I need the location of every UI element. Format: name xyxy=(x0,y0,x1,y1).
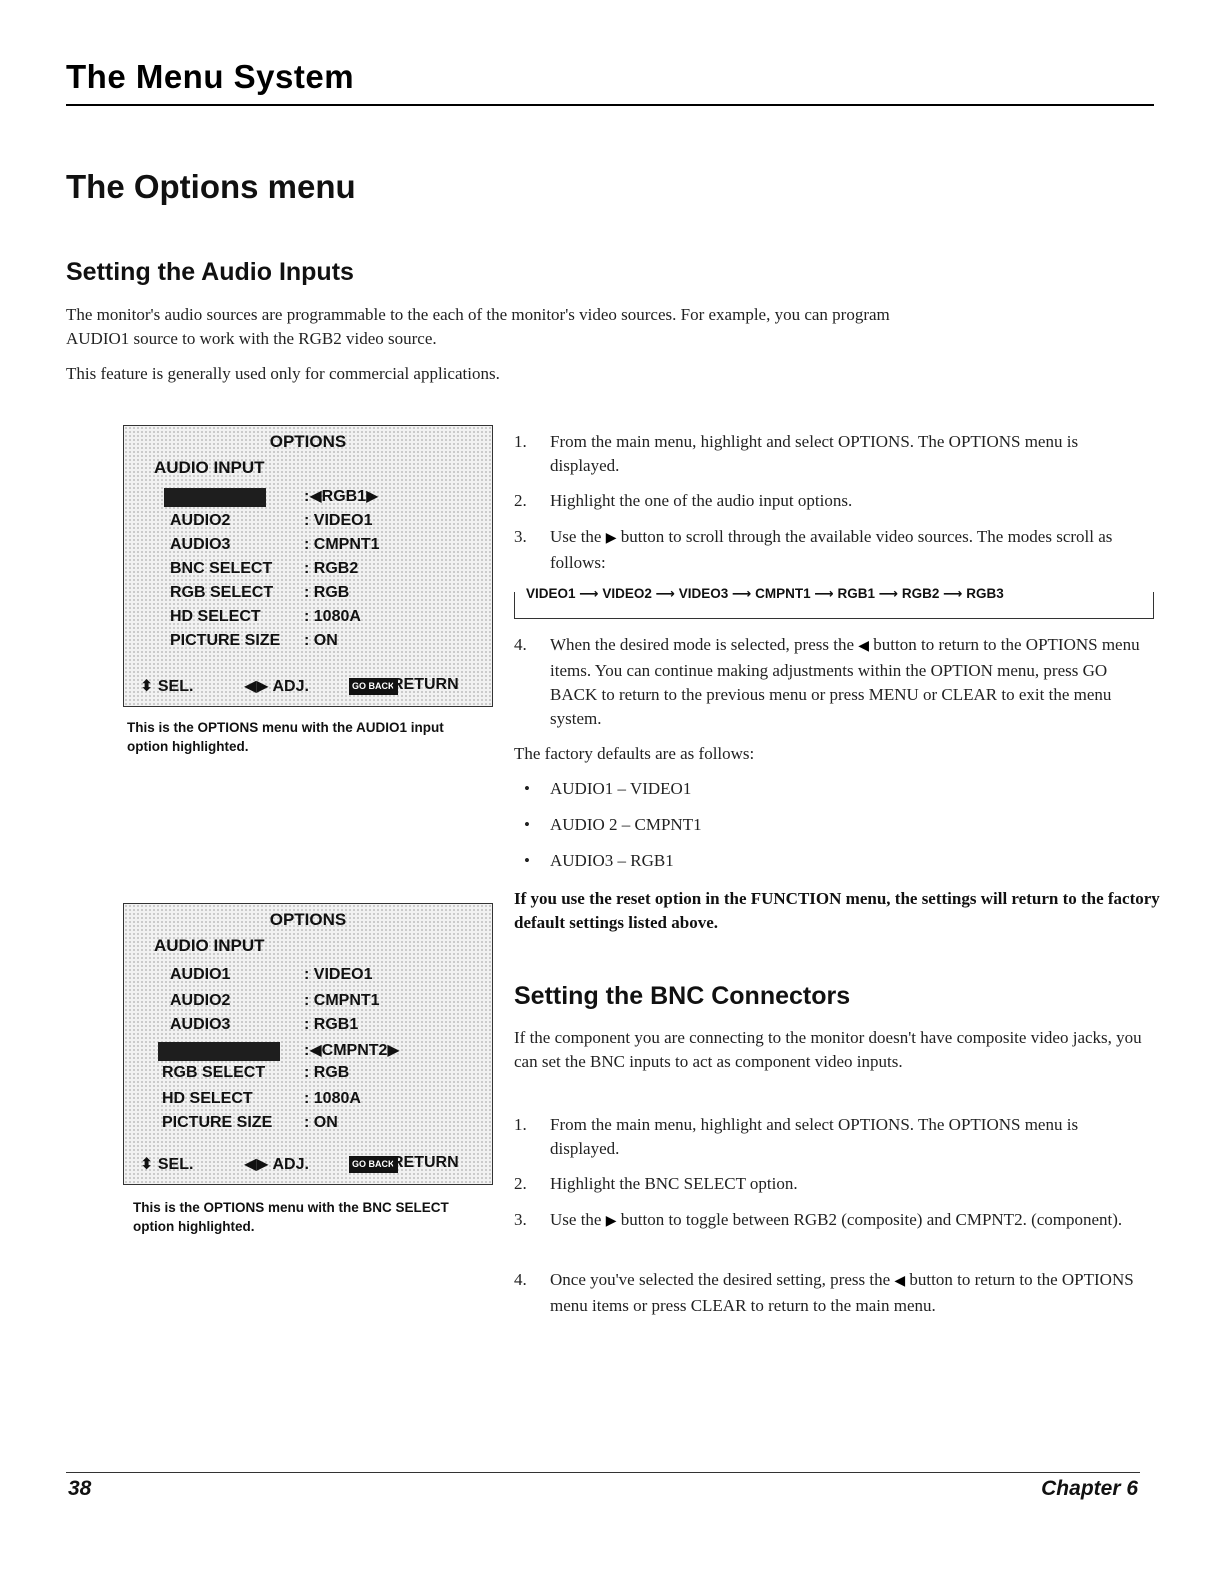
step-text-after: button to scroll through the available video sources. The modes scroll as follows: xyxy=(550,527,1113,572)
return-hint: RETURN xyxy=(392,1154,459,1171)
select-hint: ⬍ SEL. xyxy=(140,678,194,695)
menu-value: : VIDEO1 xyxy=(304,966,373,983)
menu-label: PICTURE SIZE xyxy=(170,632,281,649)
chapter-header: The Menu System xyxy=(66,58,355,95)
select-hint: ⬍ SEL. xyxy=(140,1156,194,1173)
menu-value: : CMPNT1 xyxy=(304,992,380,1009)
step-number: 1. xyxy=(514,1115,527,1134)
menu-row xyxy=(124,1114,492,1138)
menu-row xyxy=(124,536,492,560)
step-item xyxy=(514,430,1154,478)
step-number: 3. xyxy=(514,527,527,546)
menu-label: PICTURE SIZE xyxy=(162,1114,273,1131)
defaults-intro: The factory defaults are as follows: xyxy=(514,744,755,763)
menu-value: : ON xyxy=(304,1114,338,1131)
step-item xyxy=(514,525,1154,573)
menu-label: AUDIO3 xyxy=(170,536,231,553)
screenshot-caption: This is the OPTIONS menu with the BNC SELECT option highlighted. xyxy=(133,1200,449,1234)
options-menu-screenshot-bnc xyxy=(123,903,493,1185)
screen-subtitle: AUDIO INPUT xyxy=(154,458,265,477)
step-item xyxy=(514,489,1154,513)
bnc-paragraph: If the component you are connecting to the monitor doesn't have composite video jacks, you can set the BNC inputs to act as component video inputs. xyxy=(514,1028,1142,1071)
footer-rule xyxy=(66,1472,1140,1473)
header-rule xyxy=(66,104,1154,106)
sequence-text: VIDEO1 ⟶ VIDEO2 ⟶ VIDEO3 ⟶ CMPNT1 ⟶ RGB1 ⟶ RGB2 ⟶ RGB3 xyxy=(522,586,1008,602)
menu-row xyxy=(124,608,492,632)
bullet-icon: • xyxy=(524,815,530,834)
step-text xyxy=(550,525,1150,575)
menu-value: : 1080A xyxy=(304,1090,361,1107)
menu-label: AUDIO3 xyxy=(170,1016,231,1033)
menu-value: : VIDEO1 xyxy=(304,512,373,529)
menu-label: AUDIO2 xyxy=(170,992,231,1009)
step-text-before: Once you've selected the desired setting, press the xyxy=(550,1270,891,1289)
step-item xyxy=(514,1268,1154,1340)
menu-row xyxy=(124,632,492,656)
menu-value: :◀CMPNT2▶ xyxy=(304,1042,400,1059)
menu-label: AUDIO1 xyxy=(170,966,231,983)
menu-row xyxy=(124,992,492,1016)
bullet-icon: • xyxy=(524,851,530,870)
step-number: 4. xyxy=(514,1270,527,1289)
menu-label: RGB SELECT xyxy=(162,1064,266,1081)
chapter-label: Chapter 6 xyxy=(1041,1477,1138,1500)
step-text: Highlight the BNC SELECT option. xyxy=(550,1174,798,1193)
step-text xyxy=(550,633,1150,731)
menu-label: BNC SELECT xyxy=(170,560,273,577)
step-text-before: When the desired mode is selected, press the xyxy=(550,635,855,654)
step-number: 3. xyxy=(514,1210,527,1229)
step-item xyxy=(514,1113,1154,1161)
page-title: The Options menu xyxy=(66,168,356,205)
step-number: 1. xyxy=(514,432,527,451)
list-item-text: AUDIO3 – RGB1 xyxy=(550,851,674,870)
reset-note: If you use the reset option in the FUNCTION menu, the settings will return to the factory default settings listed above. xyxy=(514,889,1160,932)
step-item xyxy=(514,1172,1154,1196)
menu-label: HD SELECT xyxy=(170,608,261,625)
menu-row-bnc-select-highlighted xyxy=(124,1040,492,1064)
list-item xyxy=(524,777,824,801)
screen-title: OPTIONS xyxy=(269,910,347,929)
menu-label: RGB SELECT xyxy=(170,584,274,601)
step-text-after: button to return to the OPTIONS menu items or press CLEAR to return to the main menu. xyxy=(550,1270,1134,1315)
return-hint: RETURN xyxy=(392,676,459,693)
step-text: From the main menu, highlight and select OPTIONS. The OPTIONS menu is displayed. xyxy=(550,1115,1079,1158)
right-triangle-icon: ▶ xyxy=(605,1214,617,1229)
step-text-before: Use the xyxy=(550,527,602,546)
intro-paragraph: The monitor's audio sources are programmable to the each of the monitor's video sources. For example, you can program AUDIO1 source to work with the RGB2 video source. xyxy=(66,305,890,348)
step-text-after: button to return to the OPTIONS menu items. You can continue making adjustments within the OPTION menu, press GO BACK to return to the previous menu or press MENU or CLEAR to exit the menu system. xyxy=(550,635,1140,728)
step-number: 4. xyxy=(514,635,527,654)
adjust-hint: ◀▶ ADJ. xyxy=(244,1156,309,1173)
menu-value: :◀RGB1▶ xyxy=(304,488,379,505)
go-back-icon: GO BACK xyxy=(349,1156,398,1173)
step-number: 2. xyxy=(514,1174,527,1193)
menu-value: : RGB1 xyxy=(304,1016,359,1033)
highlight-bar xyxy=(158,1042,280,1061)
screen-footer xyxy=(124,1154,492,1176)
left-triangle-icon: ◀ xyxy=(858,639,870,654)
step-text: From the main menu, highlight and select OPTIONS. The OPTIONS menu is displayed. xyxy=(550,432,1079,475)
menu-value: : CMPNT1 xyxy=(304,536,380,553)
menu-row xyxy=(124,1090,492,1114)
step-text xyxy=(550,1268,1150,1318)
menu-row xyxy=(124,1064,492,1088)
menu-row xyxy=(124,1016,492,1040)
menu-label: HD SELECT xyxy=(162,1090,253,1107)
list-item-text: AUDIO1 – VIDEO1 xyxy=(550,779,692,798)
page-number: 38 xyxy=(68,1477,92,1500)
menu-row xyxy=(124,966,492,990)
options-menu-screenshot-audio xyxy=(123,425,493,707)
step-item xyxy=(514,1208,1154,1256)
menu-label: AUDIO2 xyxy=(170,512,231,529)
list-item-text: AUDIO 2 – CMPNT1 xyxy=(550,815,702,834)
section-heading-audio-inputs: Setting the Audio Inputs xyxy=(66,258,354,286)
step-text: Highlight the one of the audio input options. xyxy=(550,491,853,510)
highlight-bar xyxy=(164,488,266,507)
menu-value: : 1080A xyxy=(304,608,361,625)
section-heading-bnc-connectors: Setting the BNC Connectors xyxy=(514,982,851,1010)
left-triangle-icon: ◀ xyxy=(894,1274,906,1289)
menu-row xyxy=(124,584,492,608)
screen-footer xyxy=(124,676,492,698)
intro-paragraph-2: This feature is generally used only for commercial applications. xyxy=(66,364,500,383)
bullet-icon: • xyxy=(524,779,530,798)
menu-row xyxy=(124,560,492,584)
step-item xyxy=(514,633,1154,729)
menu-value: : RGB2 xyxy=(304,560,359,577)
mode-sequence-diagram xyxy=(514,586,1154,620)
right-triangle-icon: ▶ xyxy=(605,531,617,546)
step-text xyxy=(550,1208,1150,1234)
screen-title: OPTIONS xyxy=(269,432,347,451)
menu-value: : ON xyxy=(304,632,338,649)
list-item xyxy=(524,849,824,873)
menu-value: : RGB xyxy=(304,584,350,601)
go-back-icon: GO BACK xyxy=(349,678,398,695)
screen-subtitle: AUDIO INPUT xyxy=(154,936,265,955)
list-item xyxy=(524,813,824,837)
menu-row xyxy=(124,512,492,536)
step-number: 2. xyxy=(514,491,527,510)
step-text-after: button to toggle between RGB2 (composite) and CMPNT2. (component). xyxy=(620,1210,1123,1229)
menu-row-audio1-highlighted xyxy=(124,486,492,510)
step-text-before: Use the xyxy=(550,1210,602,1229)
adjust-hint: ◀▶ ADJ. xyxy=(244,678,309,695)
screenshot-caption: This is the OPTIONS menu with the AUDIO1 input option highlighted. xyxy=(127,720,444,754)
menu-value: : RGB xyxy=(304,1064,350,1081)
